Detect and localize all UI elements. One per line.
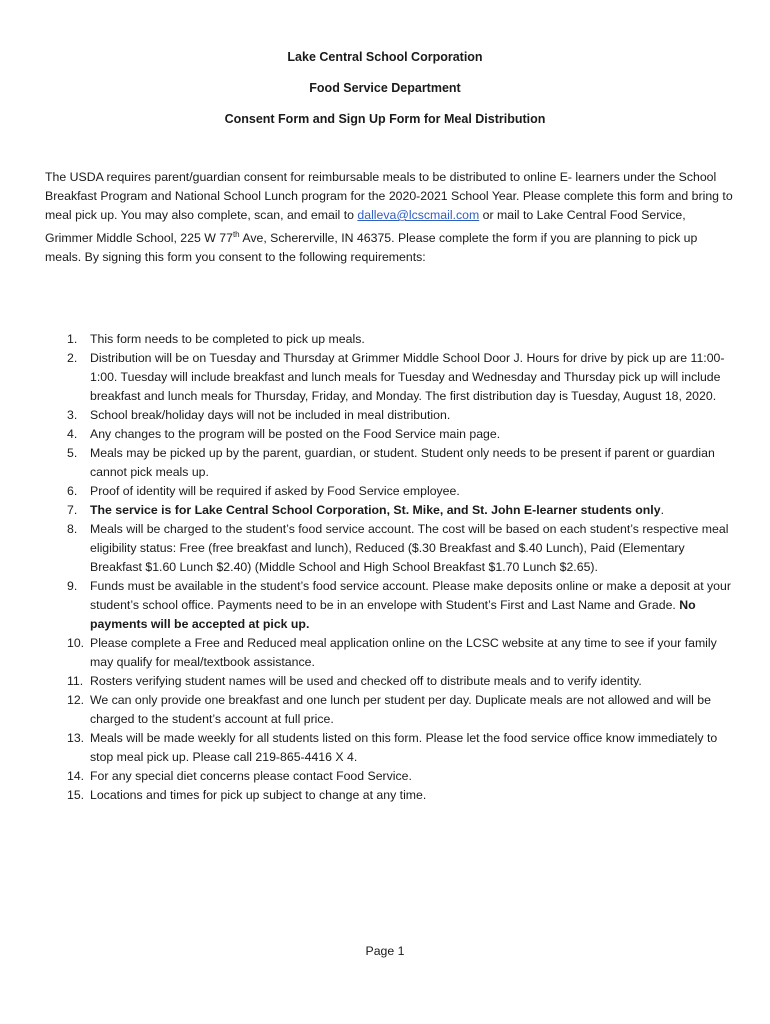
requirement-number: 14. xyxy=(67,769,85,783)
requirement-body: Meals will be charged to the student’s food service account. The cost will be based on each student’s respective meal eligibility status: Free (free breakfast and lunch), Reduced ($.30 Breakfast and $.40 Lunch), Paid (Elementary Breakfast $1.60 Lunch $2.40) (Middle School and High School Breakfast $1.70 Lunch $2.65). xyxy=(90,522,729,574)
requirement-number: 7. xyxy=(67,503,78,517)
form-title: Consent Form and Sign Up Form for Meal Distribution xyxy=(224,112,546,126)
org-heading: Lake Central School Corporation xyxy=(287,50,483,64)
requirement-body: Distribution will be on Tuesday and Thursday at Grimmer Middle School Door J. Hours for drive by pick up are 11:00-1:00. Tuesday will include breakfast and lunch meals for Tuesday and Wednesday and Thursday pick up will include breakfast and lunch meals for Thursday, Friday, and Monday. The first distribution day is Tuesday, August 18, 2020. xyxy=(90,351,725,403)
requirement-number: 11. xyxy=(67,674,84,688)
requirement-number: 4. xyxy=(67,427,78,441)
requirement-item xyxy=(45,349,735,406)
requirement-body: For any special diet concerns please contact Food Service. xyxy=(90,769,412,783)
requirement-number: 8. xyxy=(67,522,78,536)
requirement-number: 12. xyxy=(67,693,85,707)
requirement-item xyxy=(45,672,735,691)
requirement-item xyxy=(45,767,735,786)
requirement-body: Meals may be picked up by the parent, guardian, or student. Student only needs to be present if parent or guardian cannot pick meals up. xyxy=(90,446,715,479)
requirement-item xyxy=(45,482,735,501)
requirement-body: Funds must be available in the student’s food service account. Please make deposits online or make a deposit at your student’s school office. Payments need to be in an envelope with Student’s First and Last Name and Grade. xyxy=(90,579,731,612)
requirement-item xyxy=(45,425,735,444)
requirement-item xyxy=(45,577,735,634)
requirement-number: 13. xyxy=(67,731,85,745)
requirement-item xyxy=(45,444,735,482)
requirement-body: Locations and times for pick up subject to change at any time. xyxy=(90,788,427,802)
requirement-text xyxy=(90,729,735,767)
intro-text-1: The USDA requires parent/guardian consent for reimbursable meals to be distributed to online E- learners under the School Breakfast Program and National School Lunch program for the 2020-2021 School Year. Please complete this form and bring to meal pick up. You may also complete, scan, and email to xyxy=(45,170,733,222)
requirement-text xyxy=(90,672,735,691)
requirement-item xyxy=(45,501,735,520)
requirement-item xyxy=(45,330,735,349)
requirement-number: 2. xyxy=(67,351,78,365)
requirement-text xyxy=(90,444,735,482)
email-link[interactable]: dalleva@lcscmail.com xyxy=(357,208,480,222)
requirement-text xyxy=(90,634,735,672)
requirement-text xyxy=(90,349,735,406)
requirement-text xyxy=(90,482,735,501)
intro-paragraph xyxy=(45,168,735,267)
requirement-text xyxy=(90,501,735,520)
page-number: Page 1 xyxy=(365,944,405,958)
requirement-item xyxy=(45,520,735,577)
requirement-item xyxy=(45,406,735,425)
intro-text-2: or mail to Lake Central Food Service, Grimmer Middle School, 225 W 77 xyxy=(45,208,686,246)
requirement-body: Any changes to the program will be posted on the Food Service main page. xyxy=(90,427,501,441)
requirement-body: . xyxy=(660,503,664,517)
requirement-number: 6. xyxy=(67,484,78,498)
requirement-item xyxy=(45,786,735,805)
requirement-bold-note: No payments will be accepted at pick up. xyxy=(90,598,696,631)
requirement-body: Please complete a Free and Reduced meal application online on the LCSC website at any time to see if your family may qualify for meal/textbook assistance. xyxy=(90,636,717,669)
requirement-item xyxy=(45,691,735,729)
requirement-number: 3. xyxy=(67,408,78,422)
requirement-number: 1. xyxy=(67,332,78,346)
requirements-list xyxy=(45,330,735,805)
intro-superscript: th xyxy=(232,230,240,239)
requirement-text xyxy=(90,577,735,634)
requirement-body: School break/holiday days will not be included in meal distribution. xyxy=(90,408,451,422)
requirement-text xyxy=(90,786,735,805)
requirement-text xyxy=(90,330,735,349)
dept-heading: Food Service Department xyxy=(309,81,461,95)
requirement-body: We can only provide one breakfast and one lunch per student per day. Duplicate meals are not allowed and will be charged to the student’s account at full price. xyxy=(90,693,711,726)
requirement-number: 5. xyxy=(67,446,78,460)
requirement-bold-text: The service is for Lake Central School Corporation, St. Mike, and St. John E-learner students only xyxy=(90,503,661,517)
requirement-text xyxy=(90,520,735,577)
requirement-number: 9. xyxy=(67,579,78,593)
requirement-body: This form needs to be completed to pick up meals. xyxy=(90,332,365,346)
requirement-number: 10. xyxy=(67,636,85,650)
requirement-item xyxy=(45,729,735,767)
intro-text-3: Ave, Schererville, IN 46375. Please complete the form if you are planning to pick up meals. By signing this form you consent to the following requirements: xyxy=(45,231,698,265)
requirement-text xyxy=(90,691,735,729)
requirement-number: 15. xyxy=(67,788,85,802)
requirement-text xyxy=(90,406,735,425)
requirement-body: Rosters verifying student names will be used and checked off to distribute meals and to verify identity. xyxy=(90,674,642,688)
requirement-body: Meals will be made weekly for all students listed on this form. Please let the food service office know immediately to stop meal pick up. Please call 219-865-4416 X 4. xyxy=(90,731,718,764)
requirement-item xyxy=(45,634,735,672)
requirement-text xyxy=(90,425,735,444)
requirement-body: Proof of identity will be required if asked by Food Service employee. xyxy=(90,484,460,498)
requirement-text xyxy=(90,767,735,786)
